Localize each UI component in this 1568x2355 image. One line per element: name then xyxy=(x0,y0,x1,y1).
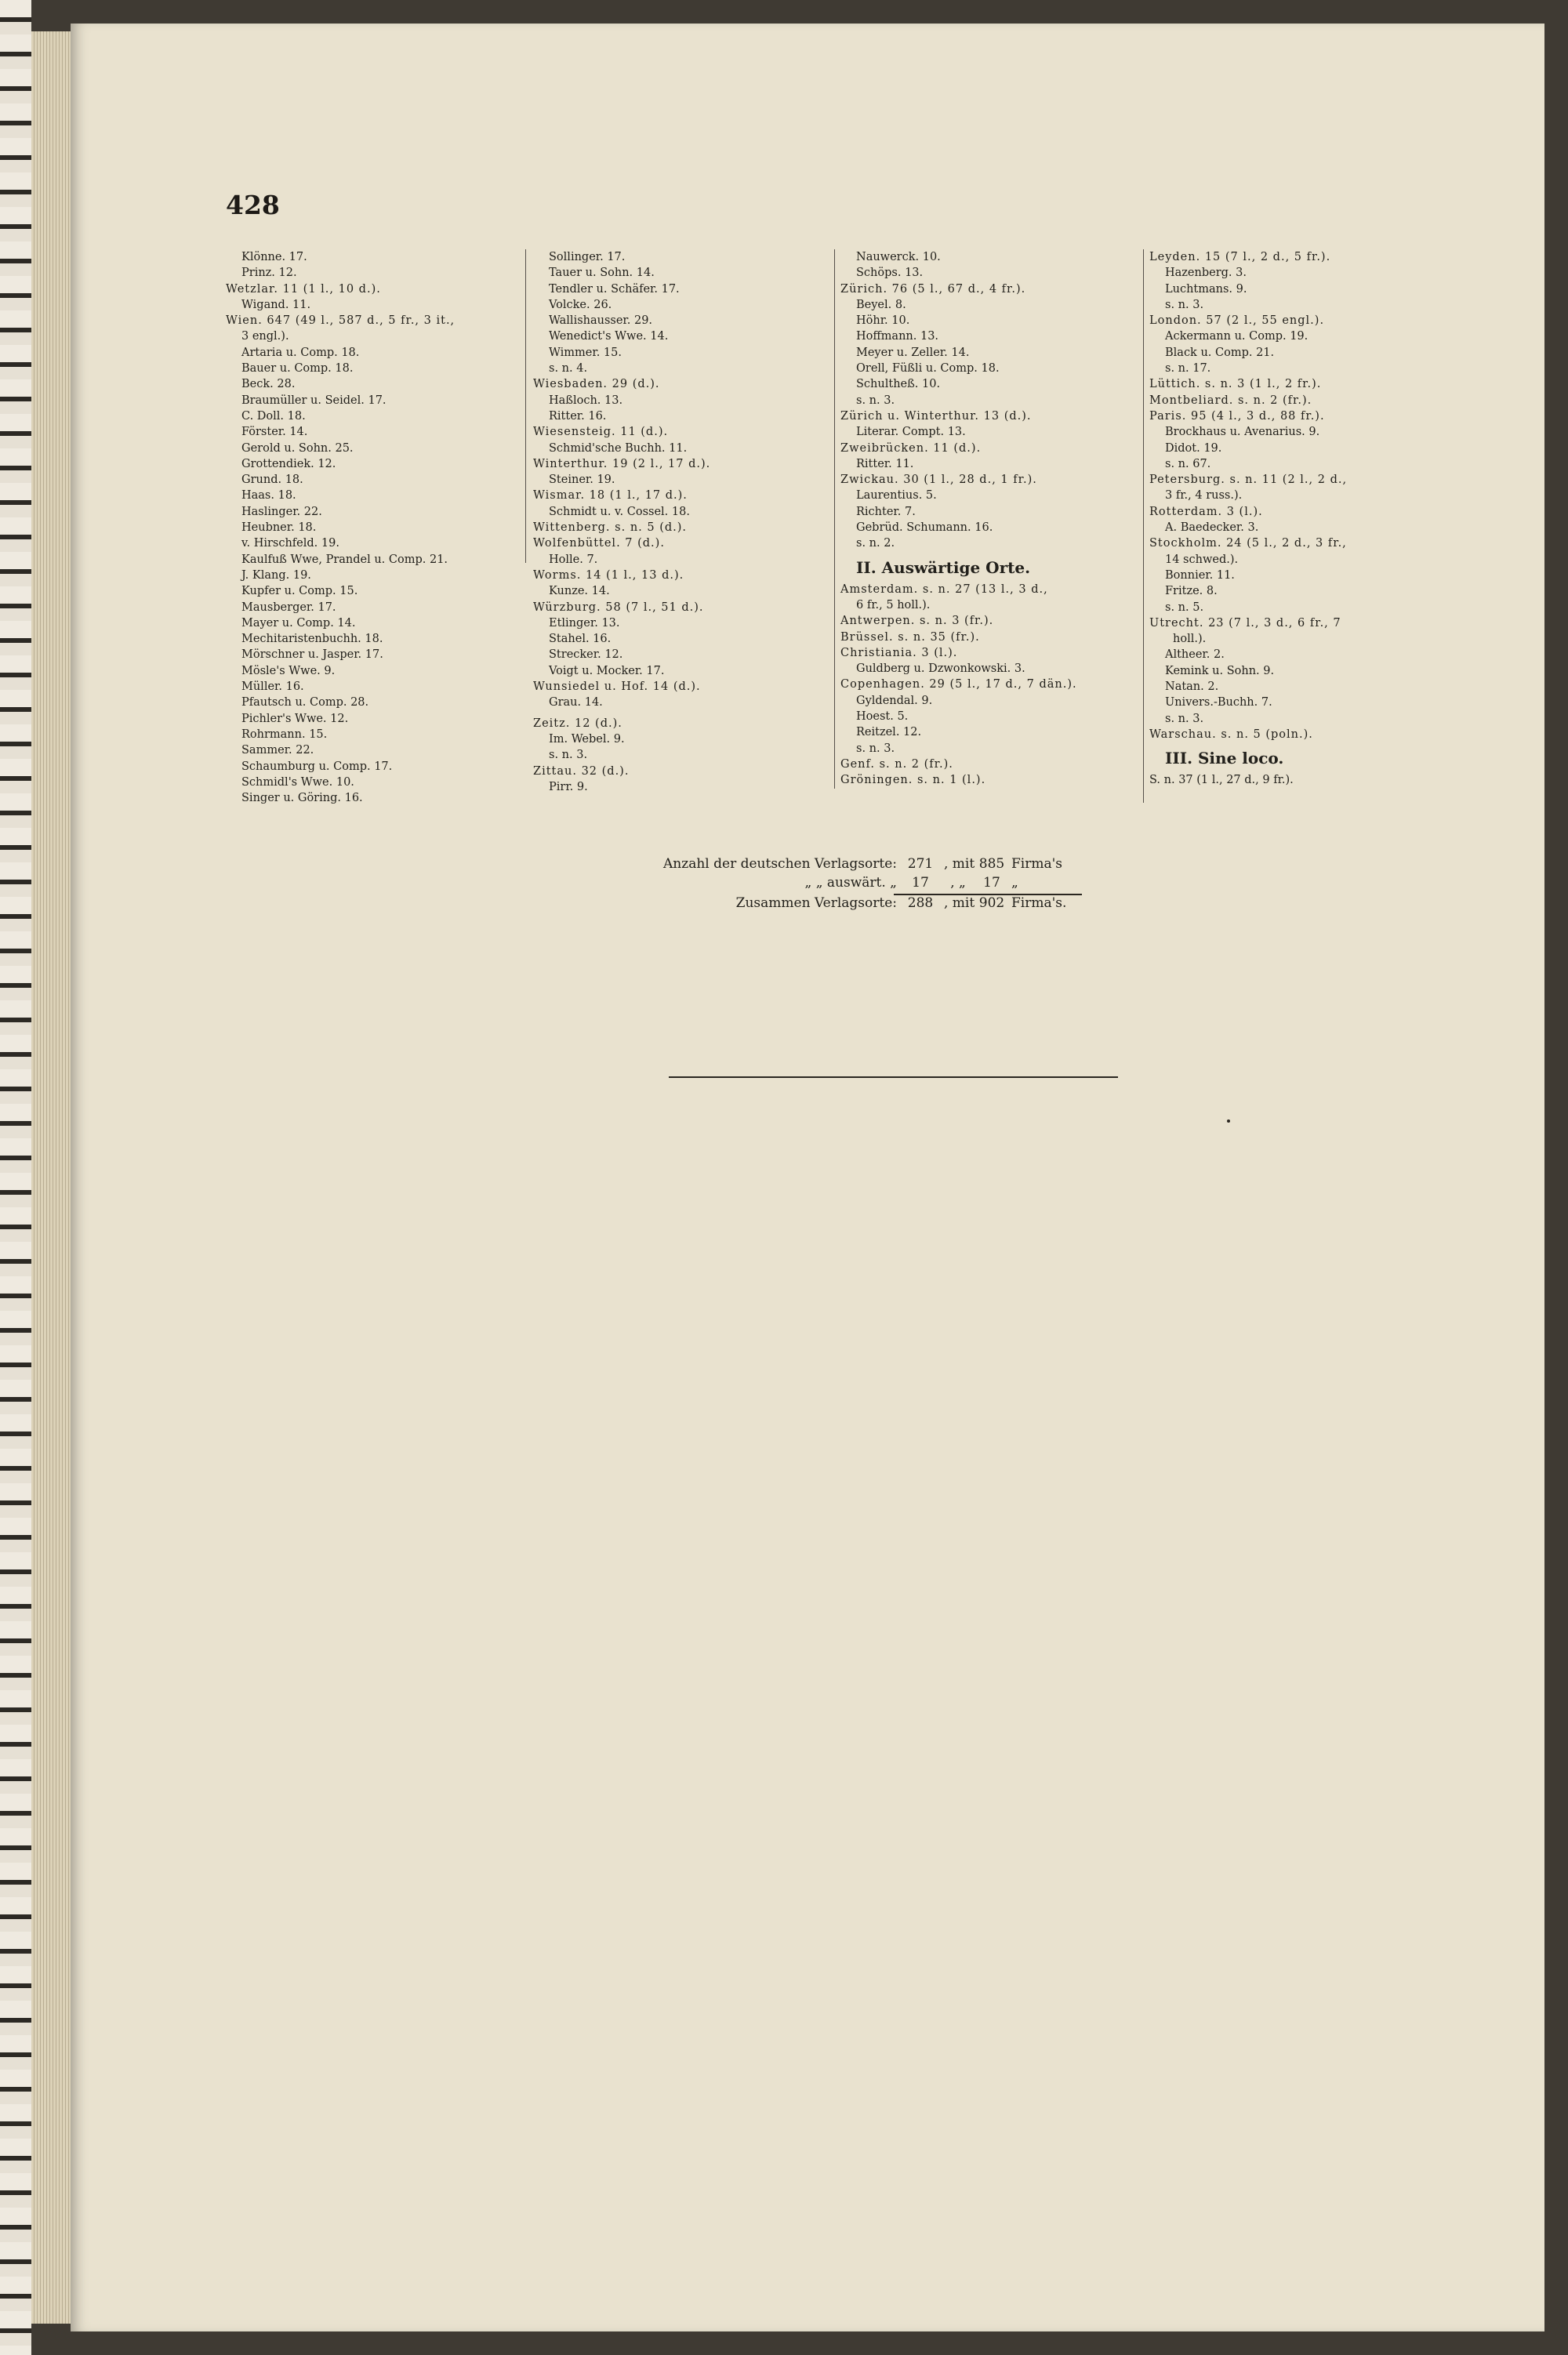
place-entry: Copenhagen. 29 (5 l., 17 d., 7 dän.). xyxy=(840,678,1077,691)
publisher-entry: holl.). xyxy=(1173,633,1207,646)
summary-unit: „ xyxy=(1011,875,1018,891)
publisher-entry: Beck. 28. xyxy=(241,378,296,391)
publisher-entry: Didot. 19. xyxy=(1165,441,1222,455)
closing-rule xyxy=(669,1076,1118,1078)
publisher-entry: Ritter. 11. xyxy=(856,457,914,470)
publisher-entry: Ackermann u. Comp. 19. xyxy=(1165,330,1308,343)
publisher-entry: s. n. 4. xyxy=(549,362,588,376)
publisher-entry: Luchtmans. 9. xyxy=(1165,282,1247,296)
place-entry: Winterthur. 19 (2 l., 17 d.). xyxy=(533,457,711,470)
summary-connector: , mit xyxy=(944,895,975,911)
publisher-entry: Natan. 2. xyxy=(1165,680,1219,694)
ink-speck xyxy=(1227,1119,1230,1123)
place-entry: Zittau. 32 (d.). xyxy=(533,764,630,778)
publisher-entry: Hoffmann. 13. xyxy=(856,330,939,343)
publisher-entry: Mechitaristenbuchh. 18. xyxy=(241,633,383,646)
publisher-entry: Mörschner u. Jasper. 17. xyxy=(241,648,383,662)
place-entry: Warschau. s. n. 5 (poln.). xyxy=(1149,728,1313,741)
column-divider xyxy=(834,249,835,789)
publisher-entry: Gerold u. Sohn. 25. xyxy=(241,441,354,455)
publisher-entry: Haas. 18. xyxy=(241,489,296,503)
publisher-entry: Bonnier. 11. xyxy=(1165,568,1235,582)
publisher-entry: Holle. 7. xyxy=(549,553,598,566)
place-entry: Wiesensteig. 11 (d.). xyxy=(533,426,669,439)
place-entry: Brüssel. s. n. 35 (fr.). xyxy=(840,630,980,644)
publisher-entry: Univers.-Buchh. 7. xyxy=(1165,696,1272,709)
section-heading-sine-loco: III. Sine loco. xyxy=(1165,749,1284,768)
publisher-entry: Tauer u. Sohn. 14. xyxy=(549,267,655,280)
publisher-entry: Haßloch. 13. xyxy=(549,394,623,407)
publisher-entry: Schultheß. 10. xyxy=(856,378,941,391)
publisher-entry: Mausberger. 17. xyxy=(241,601,336,614)
publisher-entry: Laurentius. 5. xyxy=(856,489,937,503)
publisher-entry: Wenedict's Wwe. 14. xyxy=(549,330,669,343)
publisher-entry: Black u. Comp. 21. xyxy=(1165,346,1275,359)
summary-firms: 17 xyxy=(983,875,1000,891)
place-entry: Worms. 14 (1 l., 13 d.). xyxy=(533,568,684,582)
publisher-entry: Ritter. 16. xyxy=(549,409,607,423)
publisher-entry: Kupfer u. Comp. 15. xyxy=(241,585,358,598)
summary-block xyxy=(590,855,1138,913)
place-entry: Genf. s. n. 2 (fr.). xyxy=(840,757,953,771)
publisher-entry: 14 schwed.). xyxy=(1165,553,1239,566)
place-entry: Gröningen. s. n. 1 (l.). xyxy=(840,774,986,787)
publisher-entry: Volcke. 26. xyxy=(549,298,612,311)
place-entry: Wismar. 18 (1 l., 17 d.). xyxy=(533,489,688,503)
summary-unit: Firma's xyxy=(1011,856,1063,872)
entry-list xyxy=(840,249,1135,552)
publisher-entry: Literar. Compt. 13. xyxy=(856,426,966,439)
publisher-entry: Schmid'sche Buchh. 11. xyxy=(549,441,688,455)
publisher-entry: Brockhaus u. Avenarius. 9. xyxy=(1165,426,1320,439)
publisher-entry: J. Klang. 19. xyxy=(241,568,311,582)
publisher-entry: Müller. 16. xyxy=(241,680,304,694)
publisher-entry: Pichler's Wwe. 12. xyxy=(241,712,349,725)
entry-list xyxy=(840,582,1135,789)
publisher-entry: Schaumburg u. Comp. 17. xyxy=(241,760,393,773)
publisher-entry: s. n. 17. xyxy=(1165,362,1211,376)
place-entry: Leyden. 15 (7 l., 2 d., 5 fr.). xyxy=(1149,251,1331,263)
publisher-entry: Pirr. 9. xyxy=(549,780,588,793)
place-entry: Utrecht. 23 (7 l., 3 d., 6 fr., 7 xyxy=(1149,616,1341,630)
publisher-entry: Gebrüd. Schumann. 16. xyxy=(856,521,993,535)
publisher-entry: Kunze. 14. xyxy=(549,585,610,598)
publisher-entry: s. n. 3. xyxy=(1165,712,1204,725)
publisher-entry: Steiner. 19. xyxy=(549,474,615,487)
publisher-entry: C. Doll. 18. xyxy=(241,409,306,423)
publisher-entry: Nauwerck. 10. xyxy=(856,251,941,263)
place-entry: Zeitz. 12 (d.). xyxy=(533,717,622,730)
publisher-entry: Guldberg u. Dzwonkowski. 3. xyxy=(856,662,1025,676)
publisher-entry: Im. Webel. 9. xyxy=(549,732,625,746)
publisher-entry: 3 engl.). xyxy=(241,330,289,343)
publisher-entry: s. n. 5. xyxy=(1165,601,1204,614)
entry-list xyxy=(1149,772,1455,788)
publisher-entry: Haslinger. 22. xyxy=(241,505,322,518)
place-entry: Wien. 647 (49 l., 587 d., 5 fr., 3 it., xyxy=(226,314,456,328)
publisher-entry: Sammer. 22. xyxy=(241,744,314,757)
summary-label: Anzahl der deutschen Verlagsorte: xyxy=(663,856,897,872)
place-entry: London. 57 (2 l., 55 engl.). xyxy=(1149,314,1325,328)
publisher-entry: Orell, Füßli u. Comp. 18. xyxy=(856,362,1000,376)
place-entry: Petersburg. s. n. 11 (2 l., 2 d., xyxy=(1149,474,1348,487)
place-entry: Antwerpen. s. n. 3 (fr.). xyxy=(840,615,994,628)
place-entry: Wolfenbüttel. 7 (d.). xyxy=(533,537,665,550)
publisher-entry: Wigand. 11. xyxy=(241,298,311,311)
publisher-entry: Wallishausser. 29. xyxy=(549,314,653,328)
publisher-entry: Stahel. 16. xyxy=(549,633,612,646)
summary-connector: , mit xyxy=(944,856,975,872)
publisher-entry: Rohrmann. 15. xyxy=(241,728,328,741)
place-entry: Wetzlar. 11 (1 l., 10 d.). xyxy=(226,282,381,296)
column-1 xyxy=(226,249,521,806)
place-entry: Montbeliard. s. n. 2 (fr.). xyxy=(1149,394,1312,407)
publisher-entry: 6 fr., 5 holl.). xyxy=(856,598,931,611)
publisher-entry: Prinz. 12. xyxy=(241,267,297,280)
place-entry: Würzburg. 58 (7 l., 51 d.). xyxy=(533,601,704,614)
entry-list xyxy=(1149,249,1455,742)
publisher-entry: Heubner. 18. xyxy=(241,521,317,535)
summary-connector: , „ xyxy=(950,875,966,891)
summary-row-total xyxy=(590,894,1138,913)
publisher-entry: Kemink u. Sohn. 9. xyxy=(1165,664,1275,677)
publisher-entry: Bauer u. Comp. 18. xyxy=(241,362,354,376)
publisher-entry: Fritze. 8. xyxy=(1165,585,1218,598)
page-number: 428 xyxy=(226,190,280,220)
publisher-entry: Artaria u. Comp. 18. xyxy=(241,346,360,359)
publisher-entry: Wimmer. 15. xyxy=(549,346,622,359)
place-entry: Wiesbaden. 29 (d.). xyxy=(533,378,660,391)
column-4 xyxy=(1149,249,1455,789)
publisher-entry: Strecker. 12. xyxy=(549,648,623,662)
publisher-entry: Mayer u. Comp. 14. xyxy=(241,616,356,630)
column-2 xyxy=(533,249,828,795)
publisher-entry: Singer u. Göring. 16. xyxy=(241,792,363,805)
publisher-entry: Tendler u. Schäfer. 17. xyxy=(549,282,680,296)
publisher-entry: Schmidt u. v. Cossel. 18. xyxy=(549,505,690,518)
publisher-entry: Braumüller u. Seidel. 17. xyxy=(241,394,387,407)
place-entry: Wunsiedel u. Hof. 14 (d.). xyxy=(533,680,701,694)
publisher-entry: Beyel. 8. xyxy=(856,298,906,311)
publisher-entry: Schmidl's Wwe. 10. xyxy=(241,775,354,789)
place-entry: Amsterdam. s. n. 27 (13 l., 3 d., xyxy=(840,582,1048,596)
column-divider xyxy=(1143,249,1144,803)
summary-firms: 885 xyxy=(978,856,1005,872)
publisher-entry: Meyer u. Zeller. 14. xyxy=(856,346,970,359)
place-entry: Paris. 95 (4 l., 3 d., 88 fr.). xyxy=(1149,409,1325,423)
summary-places: 288 xyxy=(907,895,934,911)
summary-places: 271 xyxy=(907,856,934,872)
publisher-entry: Reitzel. 12. xyxy=(856,726,922,739)
publisher-entry: s. n. 3. xyxy=(856,742,895,755)
publisher-entry: Hazenberg. 3. xyxy=(1165,267,1247,280)
place-entry: Zürich. 76 (5 l., 67 d., 4 fr.). xyxy=(840,282,1026,296)
publisher-entry: Grund. 18. xyxy=(241,474,303,487)
publisher-entry: Grau. 14. xyxy=(549,696,603,709)
publisher-entry: Grottendiek. 12. xyxy=(241,457,336,470)
entry-list xyxy=(533,249,828,795)
publisher-entry: Kaulfuß Wwe, Prandel u. Comp. 21. xyxy=(241,553,448,566)
publisher-entry: s. n. 67. xyxy=(1165,457,1211,470)
publisher-entry: s. n. 3. xyxy=(1165,298,1204,311)
publisher-entry: 3 fr., 4 russ.). xyxy=(1165,489,1243,503)
publisher-entry: Hoest. 5. xyxy=(856,710,909,724)
entry-list xyxy=(226,249,521,806)
summary-sum-rule xyxy=(894,894,1082,895)
place-entry: Lüttich. s. n. 3 (1 l., 2 fr.). xyxy=(1149,378,1322,391)
publisher-entry: A. Baedecker. 3. xyxy=(1165,521,1259,535)
publisher-entry: Förster. 14. xyxy=(241,426,308,439)
place-entry: Zweibrücken. 11 (d.). xyxy=(840,441,982,455)
page-edges xyxy=(31,31,71,2324)
publisher-entry: Richter. 7. xyxy=(856,505,916,518)
place-entry: Rotterdam. 3 (l.). xyxy=(1149,505,1263,518)
publisher-entry: Klönne. 17. xyxy=(241,251,307,263)
place-entry: Zürich u. Winterthur. 13 (d.). xyxy=(840,409,1032,423)
publisher-entry: v. Hirschfeld. 19. xyxy=(241,537,339,550)
summary-label: Zusammen Verlagsorte: xyxy=(735,895,897,911)
publisher-entry: Schöps. 13. xyxy=(856,267,924,280)
summary-firms: 902 xyxy=(978,895,1005,911)
summary-unit: Firma's. xyxy=(1011,895,1067,911)
place-entry: Stockholm. 24 (5 l., 2 d., 3 fr., xyxy=(1149,537,1347,550)
place-entry: Christiania. 3 (l.). xyxy=(840,646,958,659)
publisher-entry: s. n. 3. xyxy=(856,394,895,407)
publisher-entry: Höhr. 10. xyxy=(856,314,910,328)
publisher-entry: Mösle's Wwe. 9. xyxy=(241,664,336,677)
publisher-entry: Pfautsch u. Comp. 28. xyxy=(241,696,369,709)
publisher-entry: Voigt u. Mocker. 17. xyxy=(549,664,665,677)
binding-edge xyxy=(0,0,31,2355)
column-divider xyxy=(525,249,526,563)
publisher-entry: S. n. 37 (1 l., 27 d., 9 fr.). xyxy=(1149,774,1294,787)
publisher-entry: Etlinger. 13. xyxy=(549,616,620,630)
summary-row-foreign xyxy=(590,873,1138,892)
publisher-entry: s. n. 2. xyxy=(856,537,895,550)
place-entry: Wittenberg. s. n. 5 (d.). xyxy=(533,521,688,535)
column-3 xyxy=(840,249,1135,789)
place-entry: Zwickau. 30 (1 l., 28 d., 1 fr.). xyxy=(840,474,1037,487)
summary-label: „ „ auswärt. „ xyxy=(804,875,897,891)
section-heading-auswaertige-orte: II. Auswärtige Orte. xyxy=(856,557,1031,577)
summary-places: 17 xyxy=(912,875,929,891)
publisher-entry: Sollinger. 17. xyxy=(549,251,626,263)
publisher-entry: s. n. 3. xyxy=(549,749,588,762)
summary-row-german xyxy=(590,855,1138,873)
publisher-entry: Gyldendal. 9. xyxy=(856,694,933,707)
publisher-entry: Altheer. 2. xyxy=(1165,648,1225,662)
